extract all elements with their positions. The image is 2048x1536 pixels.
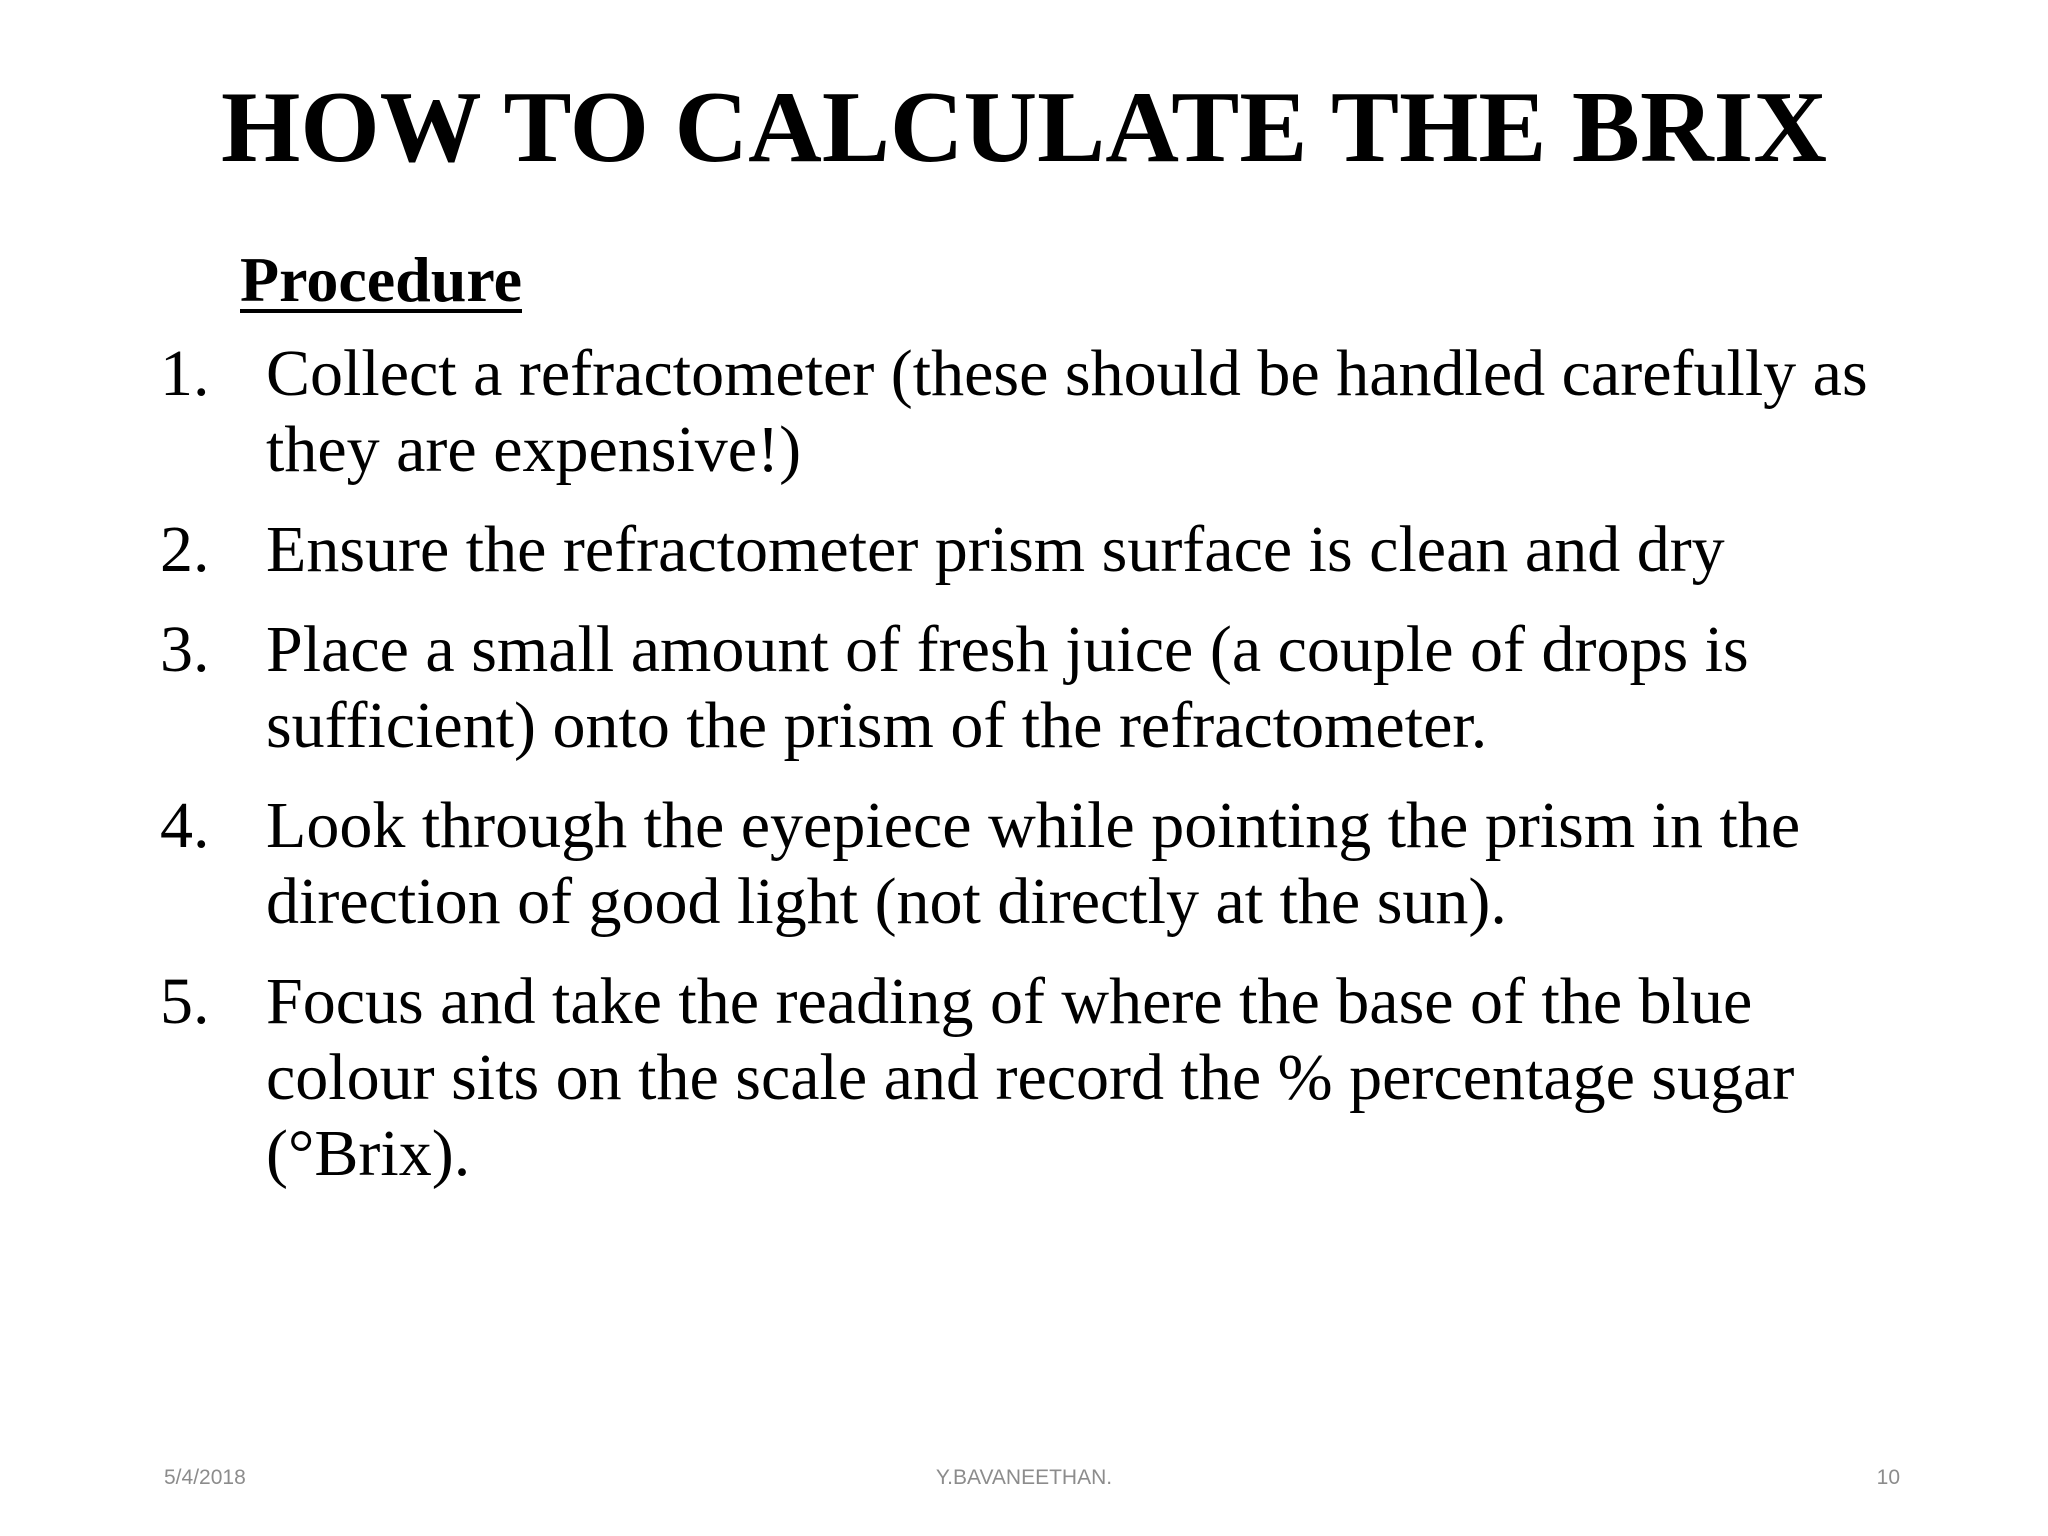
step-text: Look through the eyepiece while pointing the prism in the direction of good light (not directly at the sun).	[266, 789, 1801, 938]
procedure-step	[160, 336, 1920, 488]
procedure-steps-list	[160, 336, 1920, 1216]
procedure-step	[160, 612, 1920, 764]
step-number: 1.	[160, 337, 210, 410]
procedure-step	[160, 512, 1920, 588]
footer-page-number: 10	[1876, 1466, 1900, 1489]
step-text: Focus and take the reading of where the base of the blue colour sits on the scale and record the % percentage sugar (°Brix).	[266, 965, 1795, 1190]
step-text: Place a small amount of fresh juice (a couple of drops is sufficient) onto the prism of the refractometer.	[266, 613, 1749, 762]
slide-title: HOW TO CALCULATE THE BRIX	[220, 71, 1827, 184]
procedure-heading: Procedure	[240, 244, 522, 315]
procedure-step	[160, 964, 1920, 1192]
procedure-step	[160, 788, 1920, 940]
step-number: 5.	[160, 965, 210, 1038]
step-text: Collect a refractometer (these should be handled carefully as they are expensive!)	[266, 337, 1868, 486]
step-number: 3.	[160, 613, 210, 686]
footer-date: 5/4/2018	[164, 1466, 246, 1489]
step-text: Ensure the refractometer prism surface is clean and dry	[266, 513, 1725, 586]
step-number: 4.	[160, 789, 210, 862]
step-number: 2.	[160, 513, 210, 586]
footer-author: Y.BAVANEETHAN.	[935, 1466, 1113, 1489]
